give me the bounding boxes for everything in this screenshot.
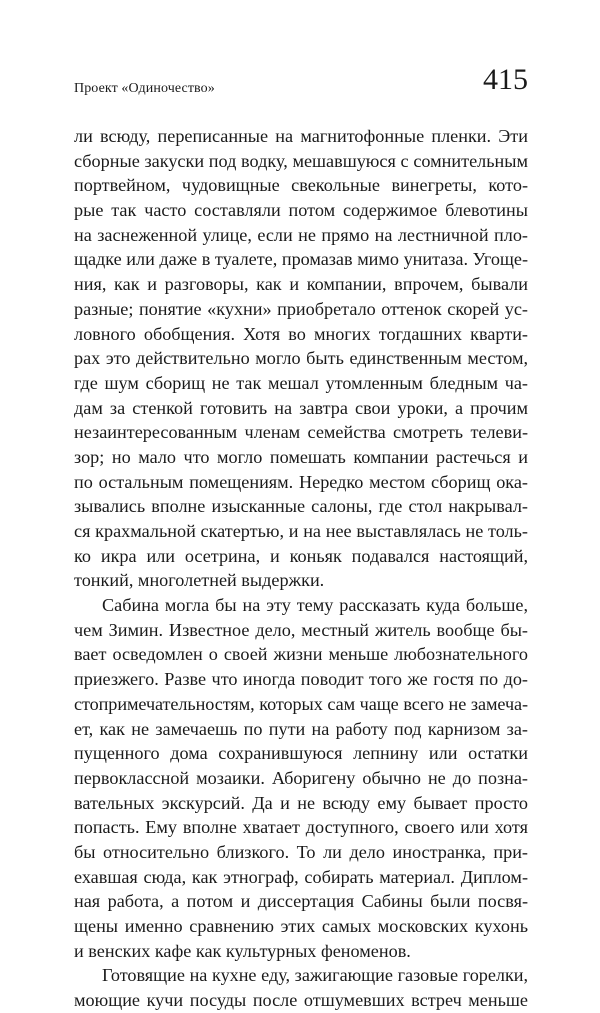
text-line: ния, как и разговоры, как и компании, впрочем, бывали <box>74 274 528 295</box>
text-line: незаинтересованным членам семейства смотреть телеви- <box>74 422 528 443</box>
page-number: 415 <box>483 63 528 96</box>
text-line: разные; понятие «кухни» приобретало оттенок скорей ус- <box>74 298 528 319</box>
text-line: на заснеженной улице, если не прямо на лестничной пло- <box>74 224 528 245</box>
text-line: вательных экскурсий. Да и не всюду ему бывает просто <box>74 792 528 813</box>
text-line: портвейном, чудовищные свекольные винегреты, кото- <box>74 175 528 196</box>
text-line: тонкий, многолетней выдержки. <box>74 570 325 591</box>
text-line: пущенного дома сохранившуюся лепнину или остатки <box>74 743 528 764</box>
text-line: щены именно сравнению этих самых московских кухонь <box>74 916 528 936</box>
text-line: бы относительно близкого. То ли дело иностранка, при- <box>74 841 528 862</box>
text-line: зор; но мало что могло помешать компании растечься и <box>74 446 528 467</box>
text-line: где шум сборищ не так мешал утомленным бледным ча- <box>74 372 528 393</box>
text-line: сборные закуски под водку, мешавшуюся с сомнительным <box>74 150 528 171</box>
text-line: ко икра или осетрина, и коньяк подавался настоящий, <box>74 545 528 566</box>
text-line: ет, как не замечаешь по пути на работу под карнизом за- <box>74 718 528 739</box>
text-line: рах это действительно могло быть единственным местом, <box>74 348 528 369</box>
text-line: стопримечательностям, которых сам чаще всего не замеча- <box>74 693 528 714</box>
text-line: ловного обобщения. Хотя во многих тогдашних кварти- <box>74 323 528 344</box>
text-line: вает осведомлен о своей жизни меньше любознательного <box>74 644 528 665</box>
text-line: дам за стенкой готовить на завтра свои уроки, а прочим <box>74 397 528 418</box>
text-line: рые так часто составляли потом содержимое блевотины <box>74 200 528 221</box>
text-line: приезжего. Разве что иногда поводит того же гостя по до- <box>74 669 528 690</box>
text-line: ли всюду, переписанные на магнитофонные пленки. Эти <box>74 126 528 146</box>
text-line: и венских кафе как культурных феноменов. <box>74 940 411 961</box>
text-line: Готовящие на кухне еду, зажигающие газовые горелки, <box>102 965 528 986</box>
text-line: попасть. Ему вполне хватает доступного, своего или хотя <box>74 817 528 838</box>
running-title: Проект «Одиночество» <box>74 81 215 96</box>
text-line: ная работа, а потом и диссертация Сабины были посвя- <box>74 891 528 912</box>
text-line: по остальным помещениям. Нередко местом сборищ ока- <box>74 471 528 492</box>
text-line: зывались вполне изысканные салоны, где стол накрывал- <box>74 496 528 517</box>
text-line: Сабина могла бы на эту тему рассказать куда больше, <box>102 595 528 616</box>
text-line: ся крахмальной скатертью, и на нее выставлялась не толь- <box>74 521 528 541</box>
text-line: ехавшая сюда, как этнограф, собирать материал. Диплом- <box>74 866 528 887</box>
text-line: щадке или даже в туалете, промазав мимо унитаза. Угоще- <box>74 249 528 270</box>
body-text <box>74 124 528 1013</box>
text-line: чем Зимин. Известное дело, местный житель вообще бы- <box>74 619 528 640</box>
text-line: первоклассной мозаики. Аборигену обычно не до позна- <box>74 767 528 788</box>
page-header <box>74 62 528 102</box>
text-line: моющие кучи посуды после отшумевших встреч меньше <box>74 990 528 1011</box>
